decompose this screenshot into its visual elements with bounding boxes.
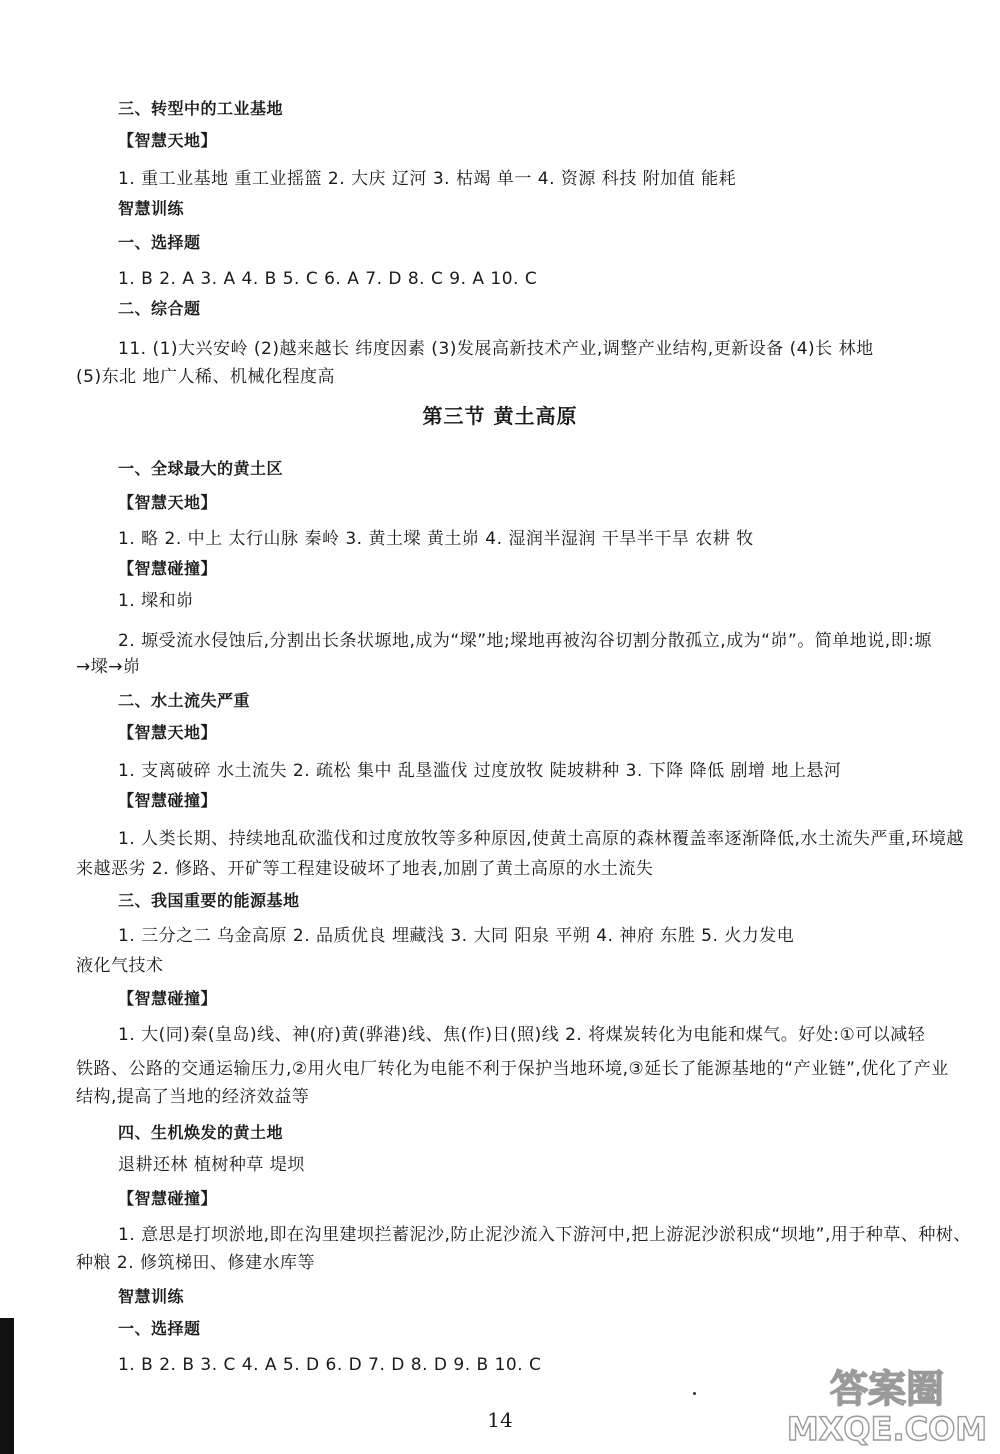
text-line: 11. (1)大兴安岭 (2)越来越长 纬度因素 (3)发展高新技术产业,调整产业结构,更新设备 (4)长 林地 xyxy=(118,339,874,359)
heading-line: 【智慧碰撞】 xyxy=(118,1189,218,1208)
text-line: 铁路、公路的交通运输压力,②用火电厂转化为电能不利于保护当地环境,③延长了能源基地的“产业链”,优化了产业 xyxy=(76,1059,949,1079)
text-line: 1. 人类长期、持续地乱砍滥伐和过度放牧等多种原因,使黄土高原的森林覆盖率逐渐降低,水土流失严重,环境越 xyxy=(118,829,964,849)
heading-line: 一、全球最大的黄土区 xyxy=(118,459,284,478)
heading-line: 【智慧碰撞】 xyxy=(118,559,218,578)
text-line: 1. 三分之二 乌金高原 2. 品质优良 埋藏浅 3. 大同 阳泉 平朔 4. 神府 东胜 5. 火力发电 xyxy=(118,926,795,946)
heading-line: 【智慧天地】 xyxy=(118,131,218,150)
text-line: 1. 略 2. 中上 太行山脉 秦岭 3. 黄土墚 黄土峁 4. 湿润半湿润 干旱半干旱 农耕 牧 xyxy=(118,529,754,549)
heading-line: 智慧训练 xyxy=(118,1287,185,1306)
heading-line: 一、选择题 xyxy=(118,233,201,252)
scan-edge-shadow xyxy=(0,1318,14,1454)
text-line: 1. 大(同)秦(皇岛)线、神(府)黄(骅港)线、焦(作)日(照)线 2. 将煤炭转化为电能和煤气。好处:①可以减轻 xyxy=(118,1025,926,1045)
text-line: (5)东北 地广人稀、机械化程度高 xyxy=(76,367,335,387)
watermark-bottom-text: MXQE.COM xyxy=(786,1410,988,1446)
page-number: 14 xyxy=(487,1408,513,1432)
heading-line: 二、水土流失严重 xyxy=(118,691,251,710)
text-line: 2. 塬受流水侵蚀后,分割出长条状塬地,成为“墚”地;墚地再被沟谷切割分散孤立,成为“峁”。简单地说,即:塬 xyxy=(118,631,932,651)
heading-line: 【智慧天地】 xyxy=(118,493,218,512)
heading-line: 一、选择题 xyxy=(118,1319,201,1338)
section-title: 第三节 黄土高原 xyxy=(422,404,578,428)
text-line: 1. 意思是打坝淤地,即在沟里建坝拦蓄泥沙,防止泥沙流入下游河中,把上游泥沙淤积成“坝地”,用于种草、种树、 xyxy=(118,1225,971,1245)
text-line: 1. 墚和峁 xyxy=(118,591,194,611)
text-line: 1. B 2. A 3. A 4. B 5. C 6. A 7. D 8. C 9. A 10. C xyxy=(118,269,538,289)
text-line: 退耕还林 植树种草 堤坝 xyxy=(118,1155,305,1175)
scan-speck xyxy=(693,1392,696,1395)
text-line: 1. 重工业基地 重工业摇篮 2. 大庆 辽河 3. 枯竭 单一 4. 资源 科技 附加值 能耗 xyxy=(118,169,737,189)
text-line: 1. 支离破碎 水土流失 2. 疏松 集中 乱垦滥伐 过度放牧 陡坡耕种 3. 下降 降低 剧增 地上悬河 xyxy=(118,761,842,781)
text-line: 结构,提高了当地的经济效益等 xyxy=(76,1087,310,1107)
text-line: 1. B 2. B 3. C 4. A 5. D 6. D 7. D 8. D 9. B 10. C xyxy=(118,1355,542,1375)
text-line: 来越恶劣 2. 修路、开矿等工程建设破坏了地表,加剧了黄土高原的水土流失 xyxy=(76,859,654,879)
text-line: 种粮 2. 修筑梯田、修建水库等 xyxy=(76,1253,316,1273)
heading-line: 三、我国重要的能源基地 xyxy=(118,891,300,910)
watermark-top-text: 答案圈 xyxy=(829,1367,945,1411)
watermark-logo xyxy=(782,1362,992,1446)
heading-line: 三、转型中的工业基地 xyxy=(118,99,284,118)
text-line: 液化气技术 xyxy=(76,956,164,976)
heading-line: 智慧训练 xyxy=(118,199,185,218)
heading-line: 【智慧碰撞】 xyxy=(118,989,218,1008)
heading-line: 四、生机焕发的黄土地 xyxy=(118,1123,284,1142)
text-line: →墚→峁 xyxy=(76,657,141,677)
heading-line: 【智慧天地】 xyxy=(118,723,218,742)
heading-line: 二、综合题 xyxy=(118,299,201,318)
heading-line: 【智慧碰撞】 xyxy=(118,791,218,810)
